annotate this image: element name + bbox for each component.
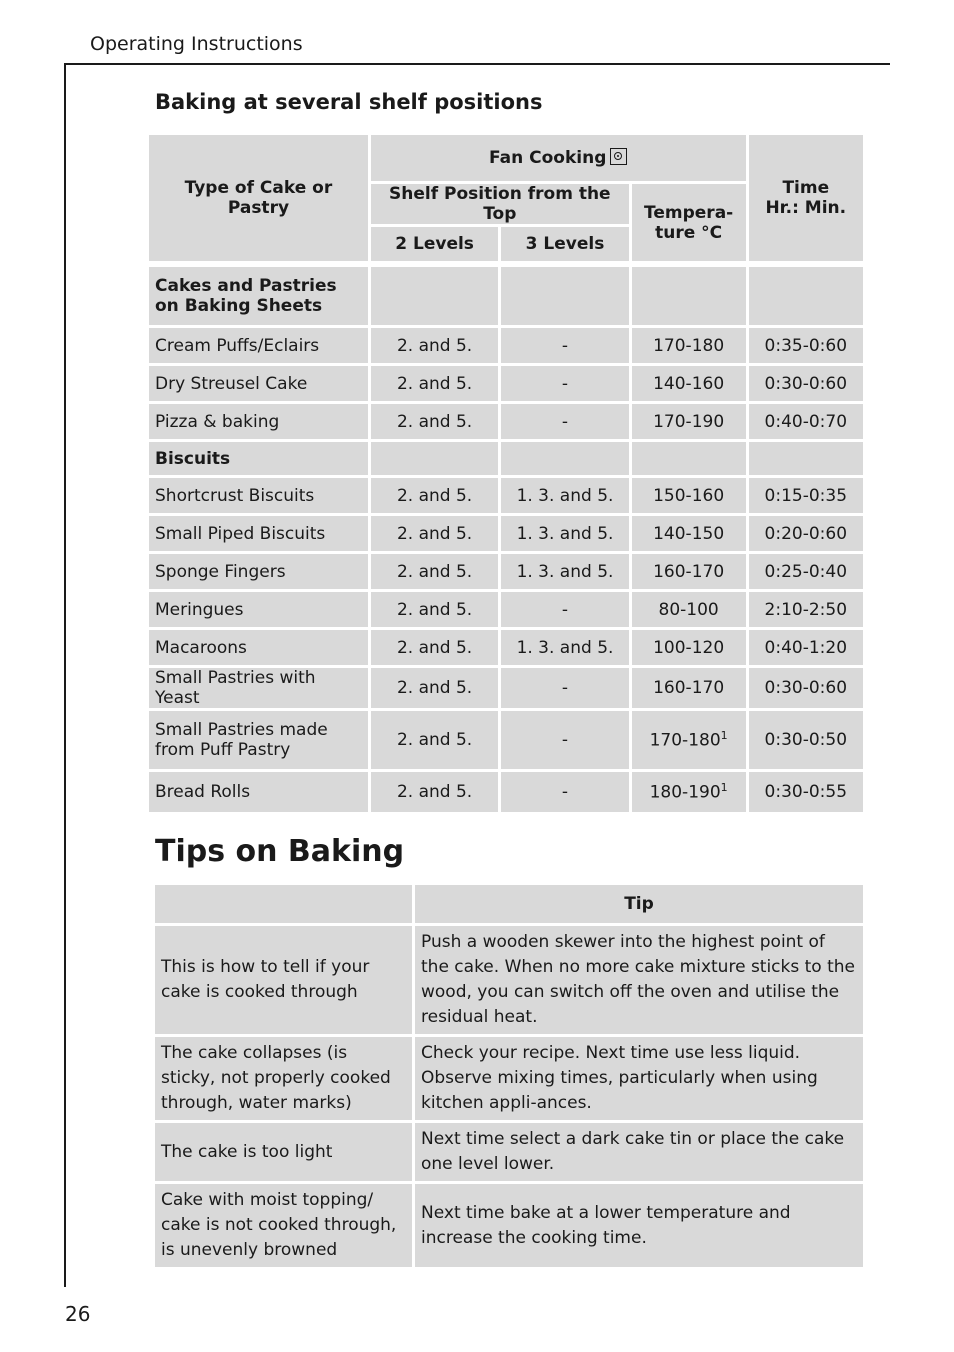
table-row (149, 404, 863, 439)
top-rule (64, 63, 890, 65)
cell-type-value: Bread Rolls (155, 782, 251, 802)
cell-time (749, 328, 863, 363)
group-name: Biscuits (149, 442, 368, 475)
cell-3-levels-value: 1. 3. and 5. (516, 561, 614, 582)
cell-type (149, 516, 368, 551)
baking-body (149, 264, 863, 812)
cell-temperature (632, 516, 746, 551)
group-row (149, 267, 863, 325)
cell-3-levels (501, 772, 628, 812)
footnote-marker: 1 (720, 729, 728, 743)
cell-time-value: 2:10-2:50 (764, 599, 848, 620)
cell-temperature-value: 170-180 (649, 730, 721, 751)
group-empty-cell (749, 267, 863, 325)
header-temperature (632, 184, 746, 261)
cell-3-levels (501, 404, 628, 439)
cell-2-levels (371, 711, 498, 769)
cell-temperature (632, 630, 746, 665)
cell-time-value: 0:15-0:35 (764, 485, 848, 506)
cell-time-value: 0:30-0:60 (764, 373, 848, 394)
cell-temperature-value: 160-170 (653, 678, 725, 698)
cell-2-levels-value: 2. and 5. (396, 485, 473, 506)
cell-temperature (632, 668, 746, 708)
temperature-line1: Tempera- (644, 202, 734, 223)
cell-2-levels (371, 554, 498, 589)
cell-time (749, 366, 863, 401)
tips-body (155, 926, 863, 1267)
footnote-marker: 1 (720, 781, 728, 795)
table-row (149, 668, 863, 708)
temperature-line2: ture °C (655, 222, 723, 243)
cell-temperature (632, 592, 746, 627)
cell-2-levels-value: 2. and 5. (396, 373, 473, 394)
cell-type (149, 554, 368, 589)
cell-time (749, 711, 863, 769)
tip-row (155, 926, 863, 1034)
cell-type-value: Pizza & baking (155, 411, 280, 432)
group-empty-cell (632, 267, 746, 325)
cell-time-value: 0:25-0:40 (764, 561, 848, 582)
cell-2-levels-value: 2. and 5. (396, 561, 473, 582)
tips-table (152, 882, 866, 1270)
cell-temperature-value: 170-190 (653, 411, 725, 432)
tip-row (155, 1184, 863, 1267)
cell-type-value: Shortcrust Biscuits (155, 485, 315, 506)
cell-time (749, 592, 863, 627)
baking-table (146, 132, 866, 815)
group-empty-cell (501, 442, 628, 475)
cell-2-levels (371, 328, 498, 363)
group-name: Cakes and Pastries on Baking Sheets (149, 267, 368, 325)
cell-time-value: 0:30-0:50 (764, 730, 848, 750)
cell-type-value: Small Piped Biscuits (155, 523, 326, 544)
cell-2-levels-value: 2. and 5. (396, 599, 473, 620)
cell-3-levels-value: 1. 3. and 5. (516, 523, 614, 544)
cell-3-levels-value: - (561, 782, 569, 802)
table-row (149, 592, 863, 627)
cell-2-levels (371, 592, 498, 627)
cell-2-levels-value: 2. and 5. (396, 523, 473, 544)
page-number: 26 (65, 1302, 91, 1326)
cell-time (749, 668, 863, 708)
cell-3-levels-value: 1. 3. and 5. (516, 637, 614, 658)
cell-2-levels-value: 2. and 5. (396, 678, 473, 698)
cell-type (149, 328, 368, 363)
cell-time-value: 0:20-0:60 (764, 523, 848, 544)
cell-type-value: Macaroons (155, 637, 247, 658)
cell-3-levels-value: - (561, 730, 569, 750)
cell-3-levels-value: - (561, 678, 569, 698)
header-shelf-position: Shelf Position from the Top (371, 184, 629, 224)
cell-temperature-value: 140-160 (653, 373, 725, 394)
cell-3-levels (501, 630, 628, 665)
cell-time (749, 630, 863, 665)
cell-temperature-value: 150-160 (653, 485, 725, 506)
table-row (149, 478, 863, 513)
fan-cooking-label: Fan Cooking (489, 148, 607, 168)
tip-text: Next time bake at a lower temperature and increase the cooking time. (415, 1184, 863, 1267)
cell-time (749, 478, 863, 513)
cell-2-levels (371, 478, 498, 513)
running-header: Operating Instructions (90, 33, 303, 55)
header-2-levels: 2 Levels (371, 227, 498, 261)
cell-2-levels (371, 366, 498, 401)
cell-3-levels-value: - (561, 599, 569, 620)
cell-time (749, 772, 863, 812)
header-3-levels: 3 Levels (501, 227, 628, 261)
cell-time-value: 0:40-1:20 (764, 637, 848, 658)
cell-2-levels-value: 2. and 5. (396, 782, 473, 802)
cell-temperature (632, 404, 746, 439)
tip-cause: The cake collapses (is sticky, not properly cooked through, water marks) (155, 1037, 412, 1120)
cell-3-levels (501, 592, 628, 627)
cell-time-value: 0:40-0:70 (764, 411, 848, 432)
group-empty-cell (632, 442, 746, 475)
cell-time-value: 0:35-0:60 (764, 335, 848, 356)
cell-type (149, 366, 368, 401)
time-line2: Hr.: Min. (765, 198, 847, 218)
cell-temperature (632, 711, 746, 769)
fan-cooking-icon (610, 148, 627, 165)
cell-type (149, 711, 368, 769)
cell-temperature-value: 180-190 (649, 782, 721, 803)
group-empty-cell (749, 442, 863, 475)
cell-type-value: Cream Puffs/Eclairs (155, 335, 320, 356)
table-row (149, 772, 863, 812)
cell-temperature (632, 328, 746, 363)
cell-3-levels (501, 366, 628, 401)
side-rule (64, 63, 66, 1287)
cell-temperature-value: 80-100 (658, 599, 719, 620)
time-line1: Time (782, 178, 830, 198)
cell-3-levels-value: - (561, 373, 569, 394)
cell-2-levels (371, 404, 498, 439)
cell-type (149, 668, 368, 708)
table-row (149, 516, 863, 551)
cell-time-value: 0:30-0:55 (764, 782, 848, 802)
tips-heading: Tips on Baking (155, 834, 405, 869)
cell-2-levels (371, 630, 498, 665)
cell-type (149, 404, 368, 439)
cell-3-levels (501, 478, 628, 513)
tip-cause: The cake is too light (155, 1123, 412, 1181)
cell-2-levels-value: 2. and 5. (396, 411, 473, 432)
cell-type-value: Dry Streusel Cake (155, 373, 308, 394)
cell-time (749, 404, 863, 439)
cell-type (149, 630, 368, 665)
cell-2-levels-value: 2. and 5. (396, 637, 473, 658)
header-time (749, 135, 863, 261)
cell-time (749, 554, 863, 589)
cell-type-value: Small Pastries with Yeast (155, 668, 316, 708)
header-fan-cooking (371, 135, 746, 181)
group-empty-cell (371, 267, 498, 325)
tips-header-left (155, 885, 412, 923)
cell-type-value: Small Pastries made from Puff Pastry (155, 720, 328, 760)
group-row (149, 442, 863, 475)
tip-text: Check your recipe. Next time use less liquid. Observe mixing times, particularly when using kitchen appli-ances. (415, 1037, 863, 1120)
cell-3-levels-value: 1. 3. and 5. (516, 485, 614, 506)
tip-cause: This is how to tell if your cake is cooked through (155, 926, 412, 1034)
cell-temperature (632, 478, 746, 513)
cell-type (149, 772, 368, 812)
cell-2-levels (371, 516, 498, 551)
cell-3-levels (501, 554, 628, 589)
cell-3-levels-value: - (561, 335, 569, 356)
tips-header-tip: Tip (415, 885, 863, 923)
cell-temperature-value: 140-150 (653, 523, 725, 544)
group-empty-cell (371, 442, 498, 475)
cell-2-levels (371, 772, 498, 812)
tip-cause: Cake with moist topping/ cake is not cooked through, is unevenly browned (155, 1184, 412, 1267)
table-row (149, 630, 863, 665)
cell-type (149, 478, 368, 513)
cell-temperature-value: 100-120 (653, 637, 725, 658)
table-row (149, 554, 863, 589)
cell-temperature-value: 160-170 (653, 561, 725, 582)
cell-2-levels-value: 2. and 5. (396, 335, 473, 356)
tip-row (155, 1037, 863, 1120)
cell-temperature (632, 772, 746, 812)
cell-time-value: 0:30-0:60 (764, 678, 848, 698)
table-row (149, 711, 863, 769)
cell-3-levels (501, 668, 628, 708)
table-row (149, 366, 863, 401)
cell-3-levels-value: - (561, 411, 569, 432)
cell-time (749, 516, 863, 551)
cell-2-levels-value: 2. and 5. (396, 730, 473, 750)
cell-type-value: Meringues (155, 599, 244, 620)
tip-text: Push a wooden skewer into the highest point of the cake. When no more cake mixture sticks to the wood, you can switch off the oven and utilise the residual heat. (415, 926, 863, 1034)
group-empty-cell (501, 267, 628, 325)
table-row (149, 328, 863, 363)
cell-temperature-value: 170-180 (653, 335, 725, 356)
cell-temperature (632, 366, 746, 401)
tip-text: Next time select a dark cake tin or place the cake one level lower. (415, 1123, 863, 1181)
cell-type-value: Sponge Fingers (155, 561, 286, 582)
cell-2-levels (371, 668, 498, 708)
tip-row (155, 1123, 863, 1181)
cell-3-levels (501, 516, 628, 551)
header-type: Type of Cake or Pastry (149, 135, 368, 261)
cell-3-levels (501, 711, 628, 769)
cell-type (149, 592, 368, 627)
cell-3-levels (501, 328, 628, 363)
cell-temperature (632, 554, 746, 589)
section-title: Baking at several shelf positions (155, 90, 543, 114)
